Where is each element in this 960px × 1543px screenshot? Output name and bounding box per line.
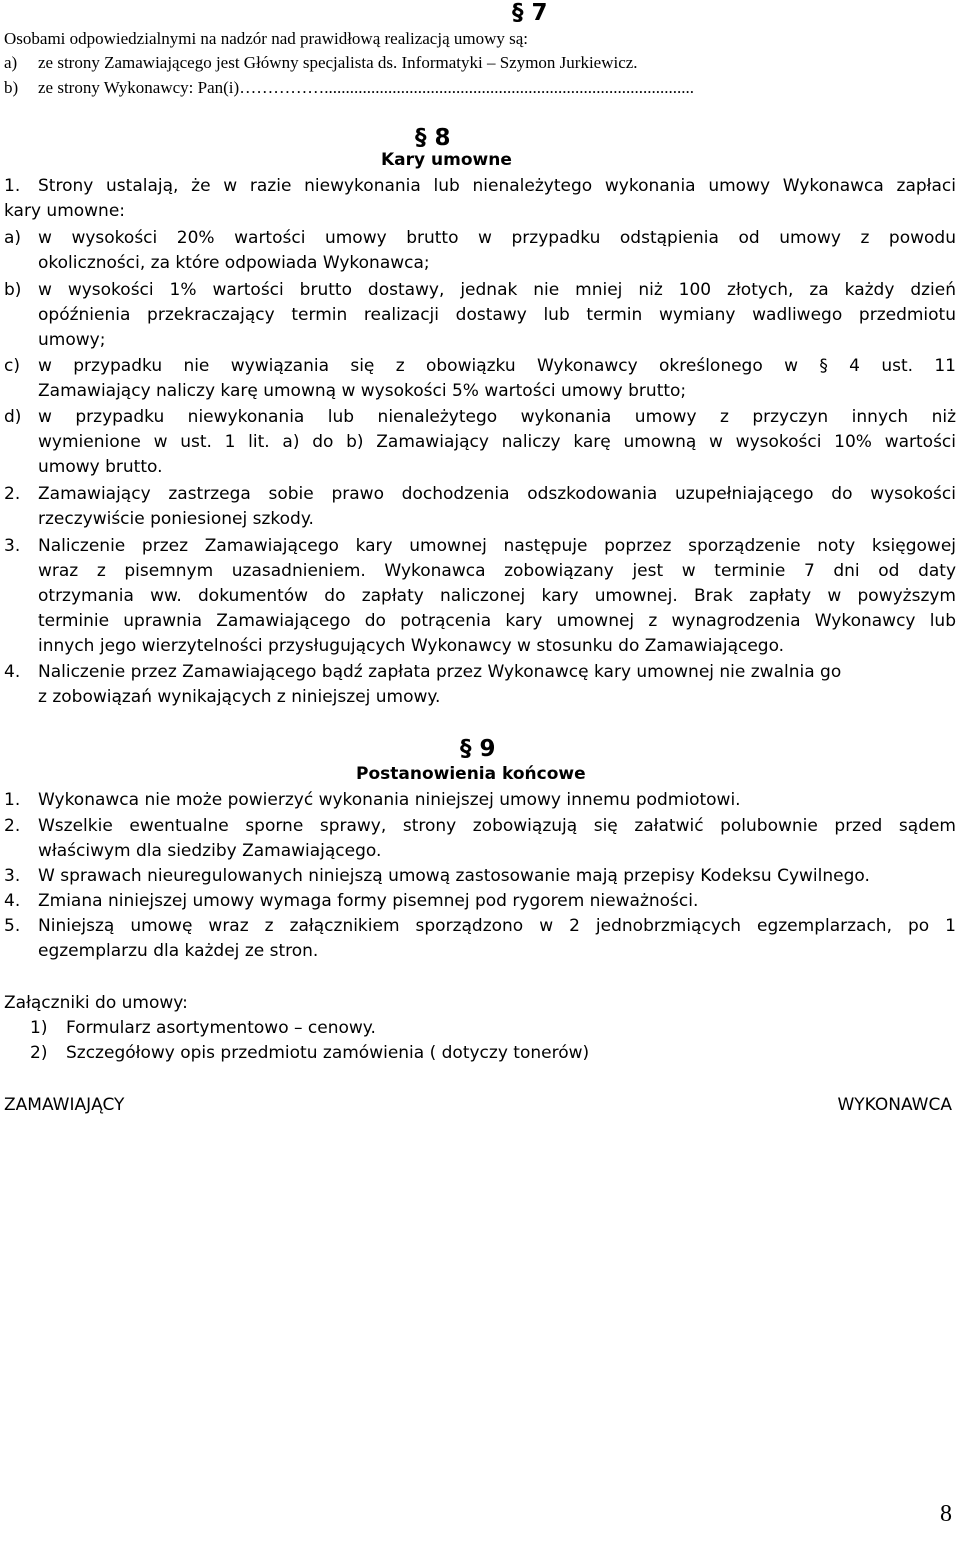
s9-p5-number: 5. bbox=[4, 916, 21, 936]
s8-item-b-line2: opóźnienia przekraczający termin realizacji dostawy lub termin wymiany wadliwego przedmiotu bbox=[38, 305, 956, 325]
section-7-item-a-text: ze strony Zamawiającego jest Główny specjalista ds. Informatyki – Szymon Jurkiewicz. bbox=[38, 53, 638, 72]
s8-item-d-line1: w przypadku niewykonania lub nienależytego wykonania umowy z przyczyn innych niż bbox=[38, 407, 956, 427]
s8-p3-line3: otrzymania ww. dokumentów do zapłaty naliczonej kary umownej. Brak zapłaty w powyższym bbox=[38, 586, 956, 606]
section-9-title: Postanowienia końcowe bbox=[356, 764, 586, 784]
s8-p3-line4: terminie uprawnia Zamawiającego do potrącenia kary umownej z wynagrodzenia Wykonawcy lub bbox=[38, 611, 956, 631]
s9-p5-line2: egzemplarzu dla każdej ze stron. bbox=[38, 941, 319, 961]
s8-item-d-label: d) bbox=[4, 407, 22, 427]
s8-item-a-line1: w wysokości 20% wartości umowy brutto w przypadku odstąpienia od umowy z powodu bbox=[38, 228, 956, 248]
section-7-item-a-label: a) bbox=[4, 53, 18, 72]
section-8-heading: § 8 bbox=[415, 125, 451, 151]
section-7-intro: Osobami odpowiedzialnymi na nadzór nad prawidłową realizacją umowy są: bbox=[4, 29, 528, 48]
s9-p3-line1: W sprawach nieuregulowanych niniejszą umową zastosowanie mają przepisy Kodeksu Cywilnego. bbox=[38, 866, 870, 886]
s8-item-d-line2: wymienione w ust. 1 lit. a) do b) Zamawiający naliczy karę umowną w wysokości 10% wartości bbox=[38, 432, 956, 452]
section-9-heading: § 9 bbox=[460, 736, 496, 762]
s8-p1-number: 1. bbox=[4, 176, 21, 196]
s9-p2-number: 2. bbox=[4, 816, 21, 836]
s8-p4-number: 4. bbox=[4, 662, 21, 682]
attachment-2-text: Szczegółowy opis przedmiotu zamówienia ( dotyczy tonerów) bbox=[66, 1043, 590, 1063]
s9-p3-number: 3. bbox=[4, 866, 21, 886]
attachment-1-text: Formularz asortymentowo – cenowy. bbox=[66, 1018, 376, 1038]
section-8-title: Kary umowne bbox=[381, 150, 512, 170]
s8-p2-line2: rzeczywiście poniesionej szkody. bbox=[38, 509, 314, 529]
page-number: 8 bbox=[940, 1501, 952, 1527]
s8-p3-line1: Naliczenie przez Zamawiającego kary umownej następuje poprzez sporządzenie noty księgowej bbox=[38, 536, 956, 556]
s8-p1-line2: kary umowne: bbox=[4, 201, 126, 221]
s8-item-b-label: b) bbox=[4, 280, 22, 300]
signature-wykonawca: WYKONAWCA bbox=[837, 1095, 952, 1115]
s9-p2-line2: właściwym dla siedziby Zamawiającego. bbox=[38, 841, 382, 861]
s8-p3-number: 3. bbox=[4, 536, 21, 556]
s9-p4-line1: Zmiana niniejszej umowy wymaga formy pisemnej pod rygorem nieważności. bbox=[38, 891, 699, 911]
section-7-item-b-label: b) bbox=[4, 78, 19, 97]
s8-item-c-label: c) bbox=[4, 356, 20, 376]
s9-p1-line1: Wykonawca nie może powierzyć wykonania niniejszej umowy innemu podmiotowi. bbox=[38, 790, 741, 810]
s8-item-a-label: a) bbox=[4, 228, 22, 248]
s9-p2-line1: Wszelkie ewentualne sporne sprawy, strony zobowiązują się załatwić polubownie przed sądem bbox=[38, 816, 956, 836]
s8-p2-number: 2. bbox=[4, 484, 21, 504]
s8-p3-line2: wraz z pisemnym uzasadnieniem. Wykonawca zobowiązany jest w terminie 7 dni od daty bbox=[38, 561, 956, 581]
s8-p3-line5: innych jego wierzytelności przysługujących Wykonawcy w stosunku do Zamawiającego. bbox=[38, 636, 785, 656]
section-7-item-b-text: ze strony Wykonawcy: Pan(i)……………....................................................................................... bbox=[38, 78, 694, 97]
s8-item-b-line1: w wysokości 1% wartości brutto dostawy, jednak nie mniej niż 100 złotych, za każdy dzień bbox=[38, 280, 956, 300]
attachment-2-number: 2) bbox=[30, 1043, 48, 1063]
s8-p2-line1: Zamawiający zastrzega sobie prawo dochodzenia odszkodowania uzupełniającego do wysokości bbox=[38, 484, 956, 504]
s9-p5-line1: Niniejszą umowę wraz z załącznikiem sporządzono w 2 jednobrzmiących egzemplarzach, po 1 bbox=[38, 916, 956, 936]
s9-p4-number: 4. bbox=[4, 891, 21, 911]
s8-p4-line2: z zobowiązań wynikających z niniejszej umowy. bbox=[38, 687, 441, 707]
section-7-heading: § 7 bbox=[512, 0, 548, 26]
s9-p1-number: 1. bbox=[4, 790, 21, 810]
s8-p1-line1: Strony ustalają, że w razie niewykonania lub nienależytego wykonania umowy Wykonawca zapłaci bbox=[38, 176, 956, 196]
s8-item-c-line1: w przypadku nie wywiązania się z obowiązku Wykonawcy określonego w § 4 ust. 11 bbox=[38, 356, 956, 376]
signature-zamawiajacy: ZAMAWIAJĄCY bbox=[4, 1095, 125, 1115]
attachment-1-number: 1) bbox=[30, 1018, 48, 1038]
s8-item-c-line2: Zamawiający naliczy karę umowną w wysokości 5% wartości umowy brutto; bbox=[38, 381, 687, 401]
s8-item-b-line3: umowy; bbox=[38, 330, 106, 350]
s8-p4-line1: Naliczenie przez Zamawiającego bądź zapłata przez Wykonawcę kary umownej nie zwalnia go bbox=[38, 662, 842, 682]
s8-item-d-line3: umowy brutto. bbox=[38, 457, 163, 477]
s8-item-a-line2: okoliczności, za które odpowiada Wykonawca; bbox=[38, 253, 430, 273]
attachments-title: Załączniki do umowy: bbox=[4, 993, 188, 1013]
